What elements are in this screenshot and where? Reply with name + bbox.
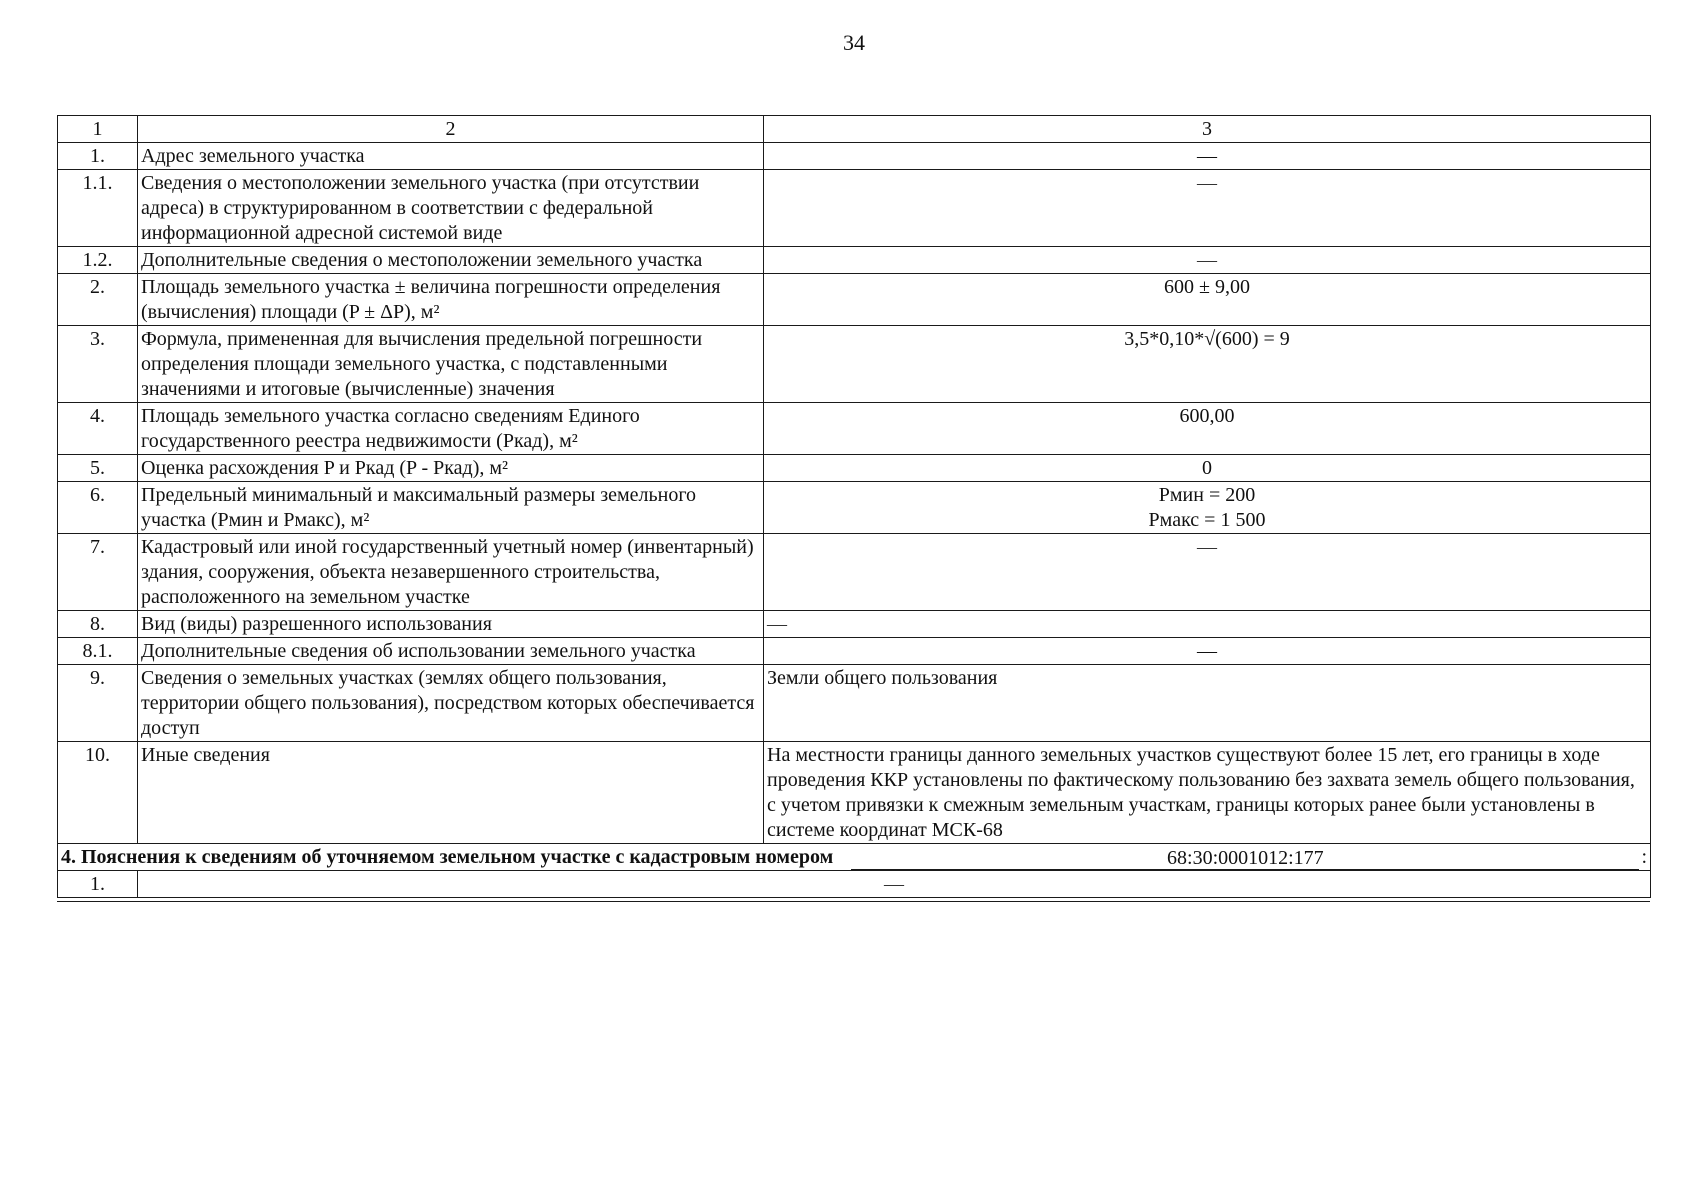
- row-number: 1.1.: [58, 170, 138, 247]
- row-number: 9.: [58, 665, 138, 742]
- row-number: 8.1.: [58, 638, 138, 665]
- row-value: —: [764, 638, 1651, 665]
- row-value: —: [764, 143, 1651, 170]
- table-row: [58, 455, 1651, 482]
- cadastral-number: 68:30:0001012:177: [851, 847, 1639, 870]
- row-value: 600,00: [764, 403, 1651, 455]
- row-label: Иные сведения: [138, 742, 764, 844]
- table-row: [58, 326, 1651, 403]
- section-4-header-row: [58, 844, 1651, 871]
- row-number: 6.: [58, 482, 138, 534]
- row-value: —: [764, 247, 1651, 274]
- row-label: Сведения о местоположении земельного участка (при отсутствии адреса) в структурированном в соответствии с федеральной информационной адресной системой виде: [138, 170, 764, 247]
- section-4-colon: :: [1641, 846, 1647, 868]
- table-row: [58, 247, 1651, 274]
- table-row: [58, 170, 1651, 247]
- row-label: Дополнительные сведения о местоположении земельного участка: [138, 247, 764, 274]
- row-label: Площадь земельного участка ± величина погрешности определения (вычисления) площади (P ± ΔP), м²: [138, 274, 764, 326]
- table-row: [58, 274, 1651, 326]
- section-4-row: [58, 871, 1651, 898]
- table-bottom-rule: [57, 901, 1650, 902]
- page-number: 34: [843, 30, 865, 55]
- table-row: [58, 482, 1651, 534]
- header-col-1: 1: [58, 116, 138, 143]
- row-number: 5.: [58, 455, 138, 482]
- row-value: 600 ± 9,00: [764, 274, 1651, 326]
- table-row: [58, 611, 1651, 638]
- row-number: 7.: [58, 534, 138, 611]
- table-header-row: [58, 116, 1651, 143]
- row-number: 10.: [58, 742, 138, 844]
- table-row: [58, 534, 1651, 611]
- table-row: [58, 638, 1651, 665]
- row-label: Дополнительные сведения об использовании земельного участка: [138, 638, 764, 665]
- row-value: [764, 482, 1651, 534]
- row-label: Оценка расхождения P и Pкад (P - Pкад), м²: [138, 455, 764, 482]
- row-number: 1.: [58, 871, 138, 898]
- table-row: [58, 665, 1651, 742]
- row-number: 1.: [58, 143, 138, 170]
- row-label: Адрес земельного участка: [138, 143, 764, 170]
- table-row: [58, 403, 1651, 455]
- row-label: Кадастровый или иной государственный учетный номер (инвентарный) здания, сооружения, объекта незавершенного строительства, расположенного на земельном участке: [138, 534, 764, 611]
- section-4-header-cell: [58, 844, 1651, 871]
- row-value: —: [138, 871, 1651, 898]
- row-value: —: [764, 534, 1651, 611]
- row-value: 3,5*0,10*√(600) = 9: [764, 326, 1651, 403]
- row-value: —: [764, 611, 1651, 638]
- row-number: 3.: [58, 326, 138, 403]
- header-col-3: 3: [764, 116, 1651, 143]
- row-value: На местности границы данного земельных участков существуют более 15 лет, его границы в ходе проведения ККР установлены по фактическому пользованию без захвата земель общего пользования, с учетом привязки к смежным земельным участкам, границы которых ранее были установлены в системе координат МСК-68: [764, 742, 1651, 844]
- max-size-value: Pмакс = 1 500: [1148, 509, 1266, 531]
- row-value: —: [764, 170, 1651, 247]
- header-col-2: 2: [138, 116, 764, 143]
- row-value: 0: [764, 455, 1651, 482]
- table-row: [58, 143, 1651, 170]
- row-label: Формула, примененная для вычисления предельной погрешности определения площади земельного участка, с подставленными значениями и итоговые (вычисленные) значения: [138, 326, 764, 403]
- row-number: 8.: [58, 611, 138, 638]
- row-label: Вид (виды) разрешенного использования: [138, 611, 764, 638]
- row-value: Земли общего пользования: [764, 665, 1651, 742]
- row-number: 4.: [58, 403, 138, 455]
- row-label: Площадь земельного участка согласно сведениям Единого государственного реестра недвижимости (Pкад), м²: [138, 403, 764, 455]
- row-number: 1.2.: [58, 247, 138, 274]
- land-plot-info-table: [57, 115, 1651, 898]
- row-label: Предельный минимальный и максимальный размеры земельного участка (Pмин и Pмакс), м²: [138, 482, 764, 534]
- min-size-value: Pмин = 200: [1158, 484, 1256, 506]
- row-number: 2.: [58, 274, 138, 326]
- row-label: Сведения о земельных участках (землях общего пользования, территории общего пользования), посредством которых обеспечивается доступ: [138, 665, 764, 742]
- table-row: [58, 742, 1651, 844]
- section-4-title: 4. Пояснения к сведениям об уточняемом земельном участке с кадастровым номером: [61, 846, 834, 868]
